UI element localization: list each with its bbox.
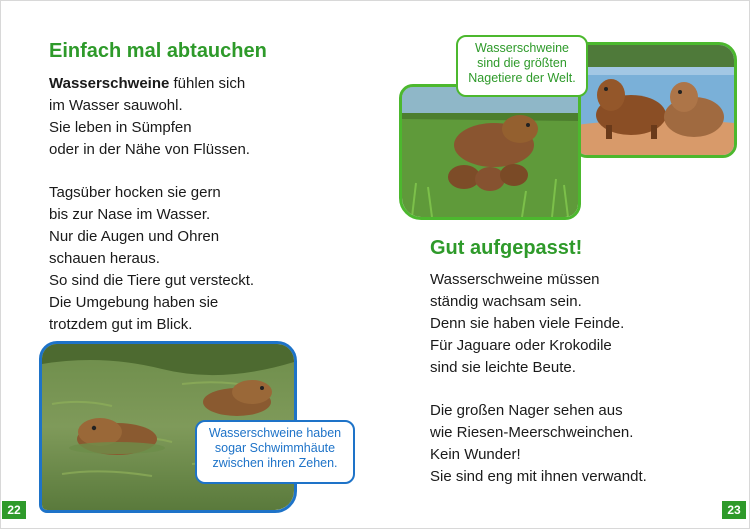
caption-largest-rodent [456, 35, 588, 97]
right-paragraph-2 [430, 400, 647, 488]
shore-capybaras-illustration [576, 45, 734, 155]
caption-line: zwischen ihren Zehen. [212, 456, 338, 470]
photo-capybaras-shore [573, 42, 737, 158]
para-line: Sie sind eng mit ihnen verwandt. [430, 468, 647, 485]
para-line [49, 73, 250, 95]
caption-line: sogar Schwimmhäute [214, 441, 336, 455]
para-line: Nur die Augen und Ohren [49, 228, 220, 245]
para-line: oder in der Nähe von Flüssen. [49, 141, 250, 158]
para-line: ständig wachsam sein. [430, 293, 582, 310]
para-line: trotzdem gut im Blick. [49, 316, 193, 333]
right-paragraph-1 [430, 269, 624, 379]
para-line: Sie leben in Sümpfen [49, 119, 192, 136]
para-line: Die großen Nager sehen aus [430, 402, 623, 419]
bold-term: Wasserschweine [49, 75, 170, 92]
caption-line: sind die größten [477, 56, 567, 70]
left-paragraph-1 [49, 73, 250, 161]
caption-swimming [195, 420, 355, 484]
para-line: Kein Wunder! [430, 446, 521, 463]
left-heading: Einfach mal abtauchen [49, 40, 267, 62]
page-number-left: 22 [2, 501, 26, 519]
caption-line: Nagetiere der Welt. [468, 71, 576, 85]
para-line: Wasserschweine müssen [430, 271, 600, 288]
para-line: Tagsüber hocken sie gern [49, 184, 221, 201]
para-line: Die Umgebung haben sie [49, 294, 219, 311]
left-paragraph-2 [49, 182, 254, 336]
para-line: schauen heraus. [49, 250, 160, 267]
right-page [375, 0, 750, 529]
para-line: bis zur Nase im Wasser. [49, 206, 211, 223]
para-line: Denn sie haben viele Feinde. [430, 315, 625, 332]
para-line: wie Riesen-Meerschweinchen. [430, 424, 634, 441]
para-line: im Wasser sauwohl. [49, 97, 183, 114]
page-number-right: 23 [722, 501, 746, 519]
para-line: Für Jaguare oder Krokodile [430, 337, 612, 354]
caption-line: Wasserschweine [474, 41, 569, 55]
right-heading: Gut aufgepasst! [430, 237, 583, 259]
para-line: So sind die Tiere gut versteckt. [49, 272, 255, 289]
capybara-family-illustration [402, 87, 578, 217]
caption-line: Wasserschweine haben [208, 426, 342, 440]
photo-capybara-family [399, 84, 581, 220]
para-line: sind sie leichte Beute. [430, 359, 576, 376]
para-line-rest: fühlen sich [169, 75, 246, 92]
